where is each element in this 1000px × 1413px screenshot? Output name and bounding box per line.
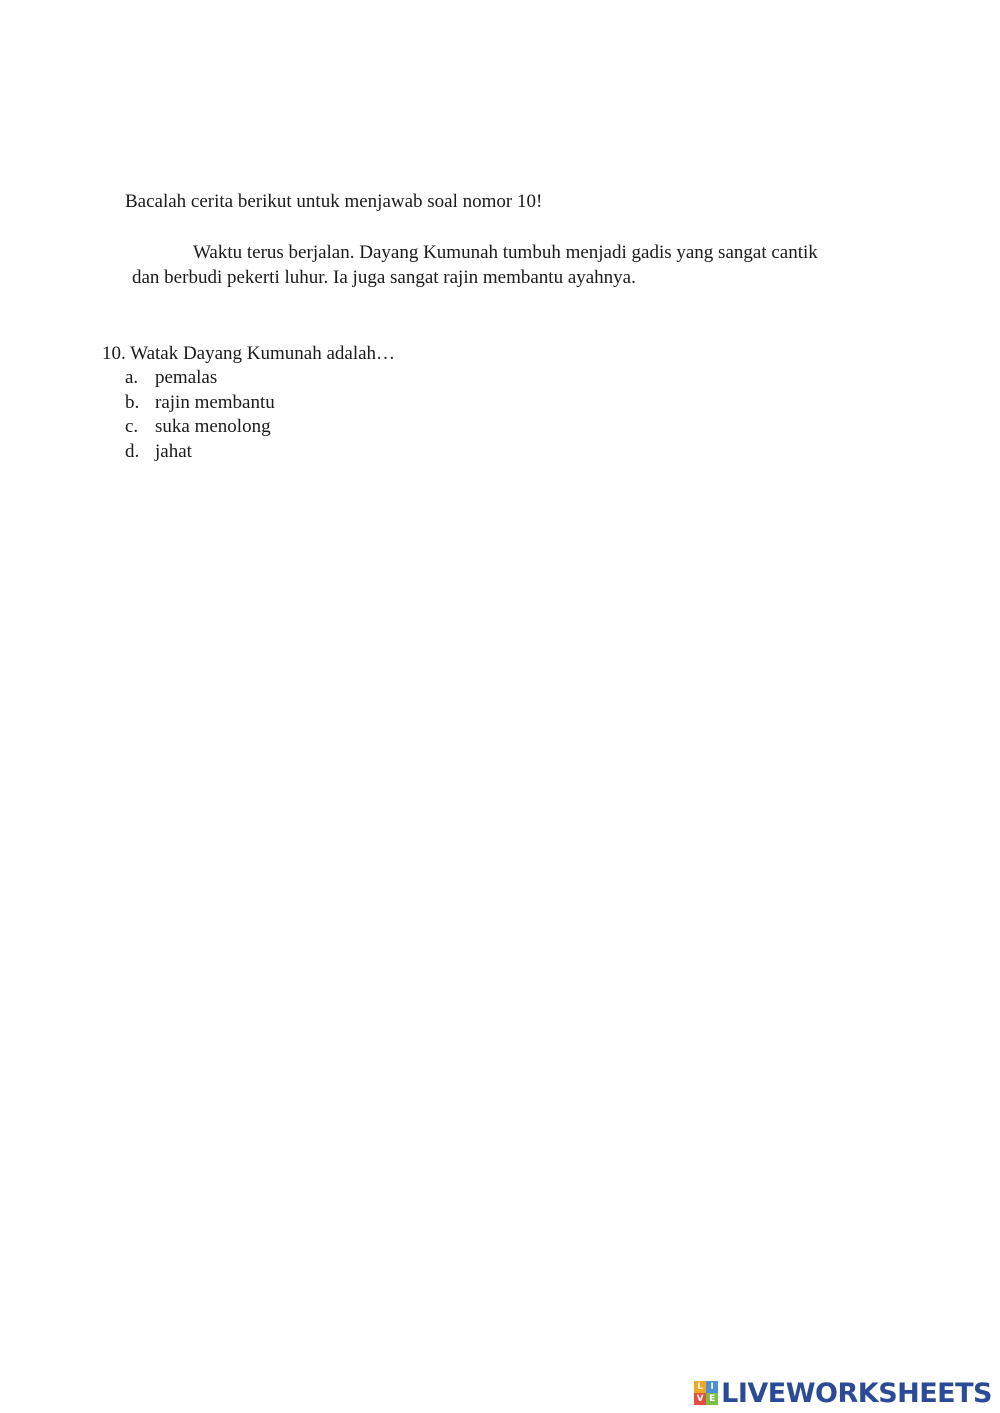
option-letter: b.: [125, 392, 140, 413]
option-a[interactable]: [125, 366, 217, 390]
option-text: jahat: [155, 441, 192, 462]
story-line-2: dan berbudi pekerti luhur. Ia juga sangat rajin membantu ayahnya.: [132, 267, 636, 288]
logo-letter: I: [706, 1381, 718, 1393]
option-b[interactable]: [125, 391, 275, 415]
reading-instruction: Bacalah cerita berikut untuk menjawab soal nomor 10!: [125, 191, 543, 212]
option-d[interactable]: [125, 440, 192, 464]
logo-letter: E: [706, 1393, 718, 1405]
option-c[interactable]: [125, 415, 271, 439]
option-text: rajin membantu: [155, 392, 275, 413]
story-line-1: Waktu terus berjalan. Dayang Kumunah tumbuh menjadi gadis yang sangat cantik: [193, 242, 818, 263]
logo-letter: L: [694, 1381, 706, 1393]
option-letter: d.: [125, 441, 140, 462]
option-text: pemalas: [155, 367, 218, 388]
liveworksheets-watermark: [694, 1377, 992, 1409]
logo-letter: V: [694, 1393, 706, 1405]
liveworksheets-logo-icon: [694, 1381, 718, 1405]
option-letter: a.: [125, 367, 139, 388]
option-letter: c.: [125, 416, 139, 437]
watermark-text: LIVEWORKSHEETS: [721, 1377, 992, 1409]
option-text: suka menolong: [155, 416, 271, 437]
question-text: 10. Watak Dayang Kumunah adalah…: [102, 343, 396, 364]
